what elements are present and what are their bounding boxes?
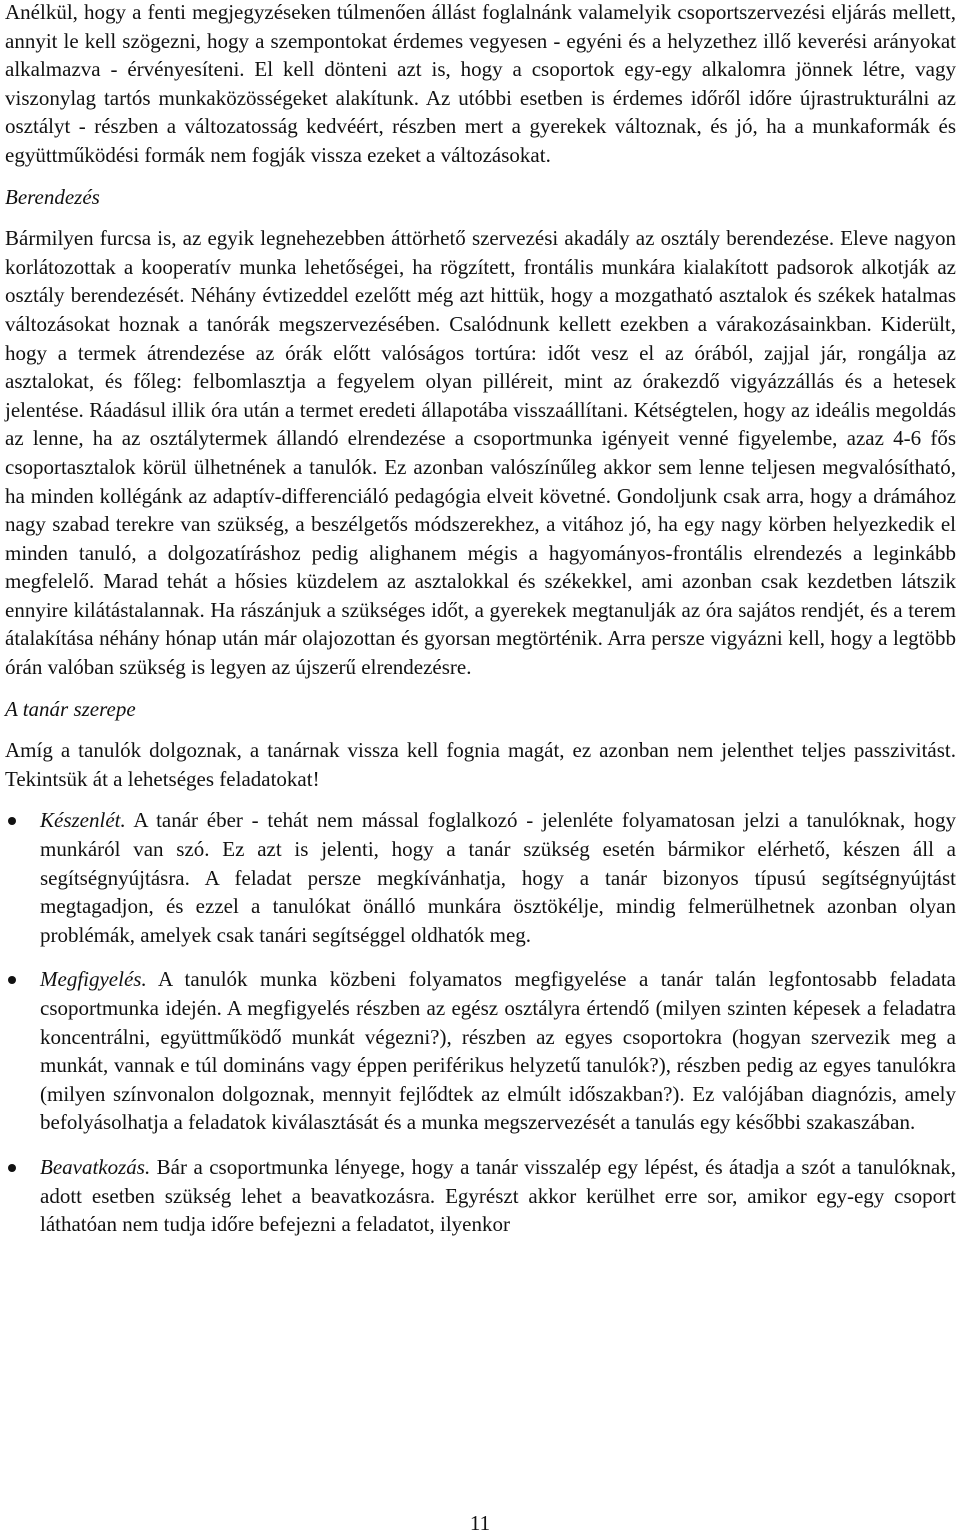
bullet-text: A tanár éber - tehát nem mással foglalkozó - jelenléte folyamatosan jelzi a tanulóknak, hogy munkáról van szó. Ez azt is jelenti, hogy a tanár szükség esetén bármikor elérhető, készen áll a segítségnyújtásra. A feladat persze megkívánhatja, hogy a tanár bizonyos típusú segítségnyújtást megtagadjon, és ezzel a tanulókat önálló munkára ösztökélje, mindig felmerülhetnek azonban olyan problémák, amelyek csak tanári segítséggel oldhatók meg. [40, 808, 956, 947]
body-paragraph: Anélkül, hogy a fenti megjegyzéseken túlmenően állást foglalnánk valamelyik csoportszervezési eljárás mellett, annyit le kell szögezni, hogy a szempontokat érdemes vegyesen - egyéni és a helyzethez illő keverési arányokat alkalmazva - érvényesíteni. El kell dönteni azt is, hogy a csoportok egy-egy alkalomra jönnek létre, vagy viszonylag tartós munkaközösségeket alakítunk. Az utóbbi esetben is érdemes időről időre újrastrukturálni az osztályt - részben a változatosság kedvéért, részben mert a gyerekek változnak, és jó, ha a munkaformák és együttműködési formák nem fogják vissza ezeket a változásokat. [5, 0, 956, 167]
bullet-text: Bár a csoportmunka lényege, hogy a tanár visszalép egy lépést, és átadja a szót a tanulóknak, adott esetben szükség lehet a beavatkozásra. Egyrészt akkor kerülhet erre sor, amikor egy-egy csoport láthatóan nem tudja időre befejezni a feladatot, ilyenkor [40, 1154, 956, 1237]
bullet-term: Beavatkozás. [40, 1154, 151, 1179]
body-paragraph: Bármilyen furcsa is, az egyik legnehezebben áttörhető szervezési akadály az osztály berendezése. Eleve nagyon korlátozottak a kooperatív munka lehetőségei, ha rögzített, frontális munkára kialakított padsorok alkotják az osztály berendezését. Néhány évtizeddel ezelőtt még azt hittük, hogy a mozgatható asztalok és székek hatalmas változásokat hoznak a tanórák megszervezésében. Csalódnunk kellett ezekben a várakozásainkban. Kiderült, hogy a termek átrendezése az órák előtt valóságos tortúra: időt vesz el az órából, zajjal jár, rongálja az asztalokat, és főleg: felbomlasztja a fegyelem olyan pilléreit, mint az órakezdő vigyázzállás és a hetesek jelentése. Ráadásul illik óra után a termet eredeti állapotába visszaállítani. Kétségtelen, hogy az ideális megoldás az lenne, ha az osztálytermek állandó elrendezése a csoportmunka igényeit venné figyelembe, azaz 4-6 fős csoportasztalok körül ülhetnének a tanulók. Ez azonban valószínűleg akkor sem lenne teljesen megvalósítható, ha minden kollégánk az adaptív-differenciáló pedagógia elveit követné. Gondoljunk csak arra, hogy a drámához nagy szabad terekre van szükség, a beszélgetős módszerekhez, a vitához jó, ha egy nagy körben helyezkedik el minden tanuló, a dolgozatíráshoz pedig alighanem mégis a hagyományos-frontális elrendezés a leginkább megfelelő. Marad tehát a hősies küzdelem az asztalokkal és székekkel, ami azonban csak kezdetben látszik ennyire kilátástalannak. Ha rászánjuk a szükséges időt, a gyerekek megtanulják az óra sajátos rendjét, és a terem átalakítása néhány hónap után már olajozottan és gyorsan megtörténik. Arra persze vigyázni kell, hogy a legtöbb órán valóban szükség is legyen az újszerű elrendezésre. [5, 226, 956, 680]
bullet-item-megfigyeles [5, 965, 956, 1137]
bullet-dot-icon [8, 1164, 16, 1172]
page-number: 11 [469, 1511, 491, 1535]
bullet-term: Megfigyelés. [40, 967, 147, 992]
section-heading-berendezes: Berendezés [5, 184, 100, 209]
bullet-list [5, 806, 956, 1238]
bullet-item-keszenlet [5, 806, 956, 949]
document-page [5, 0, 956, 1255]
bullet-text: A tanulók munka közbeni folyamatos megfigyelése a tanár talán legfontosabb feladata csoportmunka idején. A megfigyelés részben az egész osztályra értendő (milyen szinten képesek a feladatra koncentrálni, együttműködő munkát végezni?), részben az egyes csoportokra (hogyan szervezik meg a munkát, vannak e túl domináns vagy éppen periférikus helyzetű tanulók?), részben pedig az egyes tanulókra (milyen színvonalon dolgoznak, mennyit fejlődtek az elmúlt időszakban?). Ez valójában diagnózis, amely befolyásolhatja a feladatok kiválasztását és a munka megszervezését a tanulás egy későbbi szakaszában. [40, 967, 956, 1135]
section-heading-tanar-szerepe: A tanár szerepe [5, 696, 136, 721]
bullet-dot-icon [8, 976, 16, 984]
body-paragraph: Amíg a tanulók dolgoznak, a tanárnak vissza kell fognia magát, ez azonban nem jelenthet teljes passzivitást. Tekintsük át a lehetséges feladatokat! [5, 738, 956, 791]
bullet-item-beavatkozas [5, 1153, 956, 1239]
bullet-dot-icon [8, 817, 16, 825]
bullet-term: Készenlét. [40, 808, 126, 833]
